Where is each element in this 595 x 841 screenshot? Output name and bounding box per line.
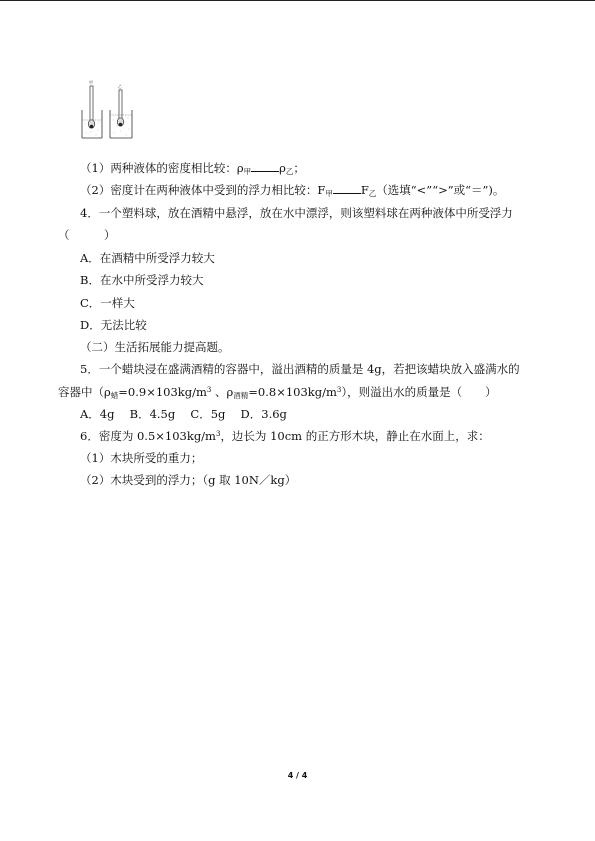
q5-mid: 、 [211,385,227,399]
subscript-yi: 乙 [285,167,294,176]
wax-density: =0.9×103kg/m [118,385,207,399]
q4-option-a: A．在酒精中所受浮力较大 [80,251,215,265]
q-sub2-buoyancy-compare [80,183,504,199]
subscript-yi: 乙 [368,189,377,198]
q-sub2-end: （选填“<”“>”或“＝”)。 [376,183,505,197]
answer-blank-2[interactable] [333,183,361,194]
answer-blank-1[interactable] [251,161,279,172]
q4-option-d: D．无法比较 [80,318,147,332]
page-number: 4 / 4 [287,771,308,780]
rho-symbol: ρ [226,385,234,399]
q4-option-c: C．一样大 [80,296,135,310]
q4-stem: 4．一个塑料球，放在酒精中悬浮，放在水中漂浮，则该塑料球在两种液体中所受浮力 [80,206,513,220]
rho-symbol: ρ [236,161,244,175]
subscript-jia: 甲 [325,189,333,198]
force-symbol: F [317,183,326,197]
q6-l1-prefix: 6．密度为 0.5×103kg/m [80,429,216,443]
rho-symbol: ρ [104,385,111,399]
q6-l1-suffix: ，边长为 10cm 的正方形木块，静止在水面上，求： [220,429,490,443]
subscript-wax: 蜡 [110,391,119,400]
q-sub2-label: （2）密度计在两种液体中受到的浮力相比较： [80,183,318,197]
q5-l2-suffix: ），则溢出水的质量是（ ） [341,385,497,399]
section-heading: （二）生活拓展能力提高题。 [80,340,230,354]
q-sub1-label: （1）两种液体的密度相比较： [80,161,237,175]
q5-line1: 5．一个蜡块浸在盛满酒精的容器中，溢出酒精的质量是 4g，若把该蜡块放入盛满水的 [80,362,520,376]
page-top-border [0,0,595,1]
svg-text:甲: 甲 [89,80,93,85]
rho-symbol: ρ [279,161,286,175]
q-sub1-density-compare [80,161,305,177]
alcohol-density: =0.8×103kg/m [248,385,337,399]
q6-part2: （2）木块受到的浮力；（g 取 10N／kg） [80,473,297,487]
q5-line2 [58,385,497,401]
q4-paren: （ ） [58,228,116,242]
force-symbol: F [360,183,369,197]
q5-l2-prefix: 容器中（ [58,385,104,399]
q5-options: A．4g B．4.5g C．5g D．3.6g [80,407,287,421]
q-sub1-end: ； [293,161,305,175]
q6-line1 [80,429,490,445]
subscript-alcohol: 酒精 [233,391,249,400]
q4-option-b: B．在水中所受浮力较大 [80,273,204,287]
density-meter-figure [80,80,138,140]
superscript-3: 3 [206,386,212,394]
svg-text:乙: 乙 [118,84,122,89]
superscript-3: 3 [336,386,342,394]
subscript-jia: 甲 [243,167,252,176]
q6-part1: （1）木块所受的重力； [80,451,203,465]
superscript-3: 3 [215,430,221,438]
